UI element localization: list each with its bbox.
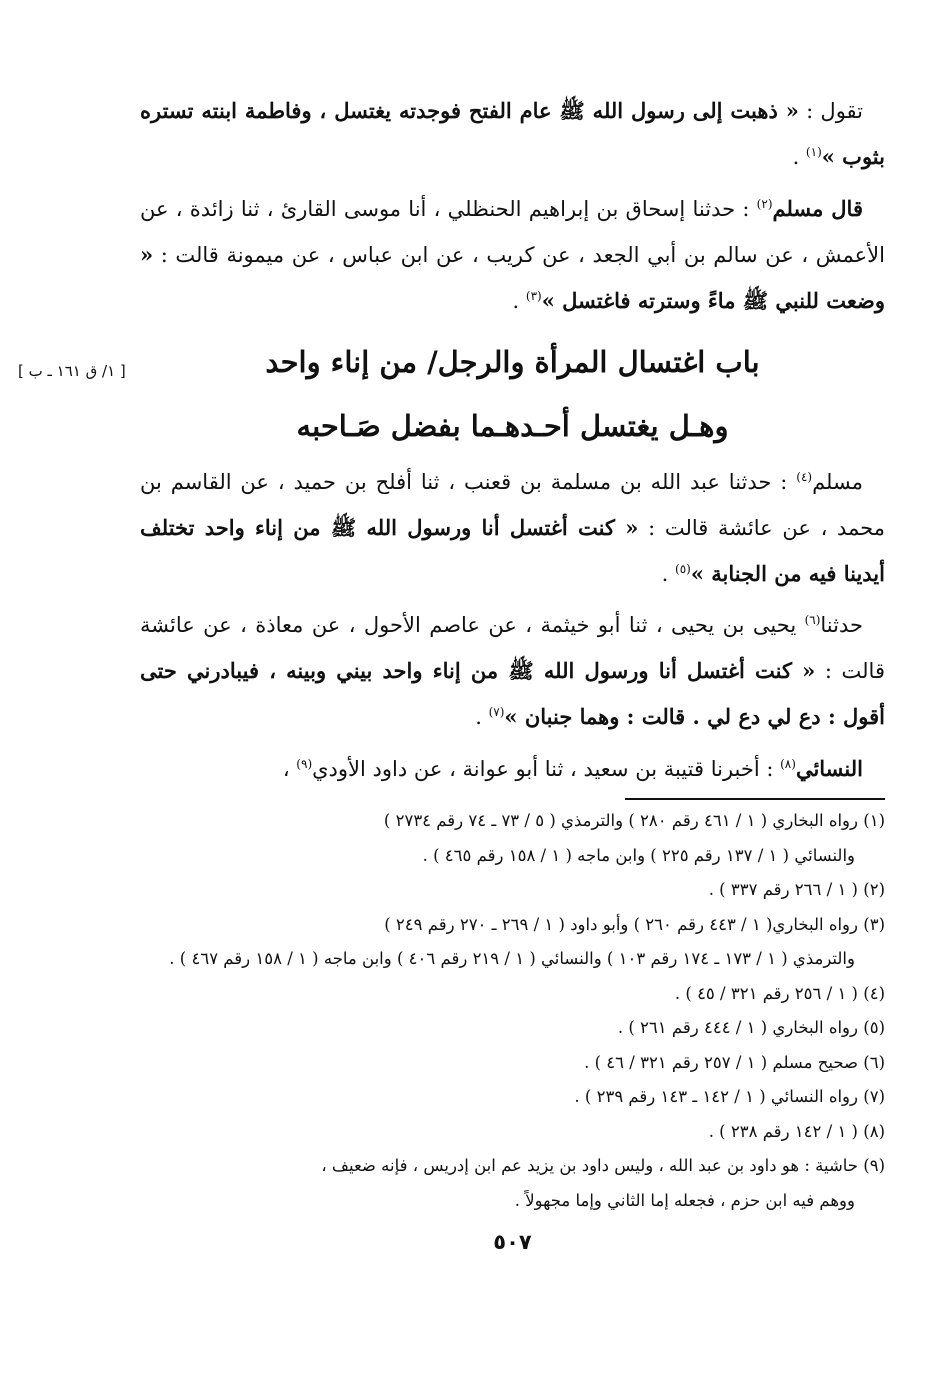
footnote-text: رواه البخاري ( ١ / ٤٤٤ رقم ٢٦١ ) .: [617, 1018, 858, 1037]
footnotes: [140, 804, 885, 1218]
paragraph-tail: .: [792, 145, 806, 169]
book-page: [140, 88, 885, 1254]
footnote-text: صحيح مسلم ( ١ / ٢٥٧ رقم ٣٢١ / ٤٦ ) .: [584, 1052, 858, 1072]
footnote-number: (٥): [863, 1018, 885, 1037]
footnote-4: [140, 977, 885, 1012]
footnote-8: [140, 1115, 885, 1150]
footnote-7: [140, 1080, 885, 1115]
isnad-text: : حدثنا إسحاق بن إبراهيم الحنظلي ، أنا موسى القارئ ، ثنا زائدة ، عن الأعمش ، عن سالم بن أبي الجعد ، عن كريب ، عن ابن عباس ، عن ميمونة قالت :: [140, 197, 885, 267]
hadith-quote: « ذهبت إلى رسول الله ﷺ عام الفتح فوجدته يغتسل ، وفاطمة ابنته تستره بثوب »: [140, 98, 885, 169]
page-number: ٥٠٧: [493, 1230, 532, 1254]
narrator-lead: حدثنا: [820, 613, 863, 637]
footnote-text: رواه البخاري( ١ / ٤٤٣ رقم ٢٦٠ ) وأبو داود ( ١ / ٢٦٩ ـ ٢٧٠ رقم ٢٤٩ ): [384, 914, 858, 934]
paragraph-1: [140, 88, 885, 180]
footnote-text: ( ١ / ١٤٢ رقم ٢٣٨ ) .: [708, 1121, 858, 1141]
paragraph-tail: ،: [282, 757, 297, 781]
footnote-number: (٦): [863, 1052, 885, 1072]
footnote-number: (٨): [863, 1121, 885, 1141]
footnote-number: (٩): [863, 1156, 885, 1175]
footnote-marker: (٤): [796, 470, 813, 484]
footnote-continuation: ووهم فيه ابن حزم ، فجعله إما الثاني وإما مجهولاً .: [514, 1190, 855, 1210]
hadith-quote: « وضعت للنبي ﷺ ماءً وسترته فاغتسل »: [140, 242, 885, 313]
footnote-marker: (٦): [804, 613, 821, 627]
main-text-bottom: [140, 460, 885, 792]
footnote-number: (٣): [863, 914, 885, 934]
footnote-text: ( ١ / ٢٦٦ رقم ٣٣٧ ) .: [708, 880, 858, 899]
isnad-text: يحيى بن يحيى ، ثنا أبو خيثمة ، عن عاصم الأحول ، عن معاذة ، عن عائشة قالت :: [140, 613, 885, 683]
footnote-text: حاشية : هو داود بن عبد الله ، وليس داود بن يزيد عم ابن إدريس ، فإنه ضعيف ،: [321, 1156, 858, 1175]
footnote-number: (٤): [863, 983, 885, 1003]
footnote-continuation: والنسائي ( ١ / ١٣٧ رقم ٢٢٥ ) وابن ماجه ( ١ / ١٥٨ رقم ٤٦٥ ) .: [422, 845, 855, 865]
paragraph-3: [140, 460, 885, 597]
footnote-marker: (١): [805, 145, 822, 159]
footnote-marker: (٧): [488, 705, 505, 719]
isnad-text: : أخبرنا قتيبة بن سعيد ، ثنا أبو عوانة ، عن داود الأودي: [312, 757, 781, 781]
chapter-heading: [140, 330, 885, 458]
hadith-quote: « كنت أغتسل أنا ورسول الله ﷺ من إناء واحد تختلف أيدينا فيه من الجنابة »: [140, 515, 885, 586]
footnote-text: رواه البخاري ( ١ / ٤٦١ رقم ٢٨٠ ) والترمذي ( ٥ / ٧٣ ـ ٧٤ رقم ٢٧٣٤ ): [383, 811, 858, 830]
footnote-marker: (٨): [780, 757, 796, 771]
footnote-9: [140, 1149, 885, 1218]
footnote-divider: [625, 798, 885, 800]
narrator-lead: النسائي: [795, 756, 863, 781]
footnote-marker: (٢): [756, 197, 773, 211]
footnote-1: [140, 804, 885, 873]
footnote-text: ( ١ / ٢٥٦ رقم ٣٢١ / ٤٥ ) .: [674, 983, 858, 1003]
footnote-number: (٢): [863, 880, 885, 899]
paragraph-lead: تقول :: [798, 99, 864, 123]
footnote-text: رواه النسائي ( ١ / ١٤٢ ـ ١٤٣ رقم ٢٣٩ ) .: [574, 1087, 858, 1106]
paragraph-tail: .: [661, 562, 676, 586]
paragraph-2: [140, 186, 885, 324]
footnote-marker: (٥): [675, 562, 691, 576]
footnote-3: [140, 908, 885, 977]
footnote-marker: (٩): [296, 757, 313, 771]
footnote-5: [140, 1011, 885, 1046]
footnote-6: [140, 1046, 885, 1081]
chapter-heading-line-1: باب اغتسال المرأة والرجل/ من إناء واحد: [265, 345, 760, 379]
footnote-continuation: والترمذي ( ١ / ١٧٣ ـ ١٧٤ رقم ١٠٣ ) والنسائي ( ١ / ٢١٩ رقم ٤٠٦ ) وابن ماجه ( ١ / ١٥٨ رقم ٤٦٧ ) .: [169, 949, 855, 968]
paragraph-tail: .: [512, 289, 526, 313]
paragraph-5: [140, 746, 885, 792]
footnote-2: [140, 873, 885, 908]
isnad-text: : حدثنا عبد الله بن مسلمة بن قعنب ، ثنا أفلح بن حميد ، عن القاسم بن محمد ، عن عائشة قالت :: [140, 470, 885, 540]
narrator-lead: قال مسلم: [772, 196, 863, 221]
paragraph-tail: .: [475, 705, 489, 729]
chapter-heading-line-2: وهـل يغتسل أحـدهـما بفضل صَـاحبه: [296, 409, 729, 443]
paragraph-4: [140, 603, 885, 740]
manuscript-folio-reference: [ ١/ ق ١٦١ ـ ب ]: [18, 362, 126, 380]
footnote-marker: (٣): [525, 289, 542, 303]
footnote-number: (١): [863, 811, 885, 830]
narrator-lead: مسلم: [812, 470, 863, 494]
main-text-top: [140, 88, 885, 324]
footnote-number: (٧): [863, 1087, 885, 1106]
hadith-quote: « كنت أغتسل أنا ورسول الله ﷺ من إناء واحد بيني وبينه ، فيبادرني حتى أقول : دع لي دع لي . قالت : وهما جنبان »: [140, 658, 885, 729]
